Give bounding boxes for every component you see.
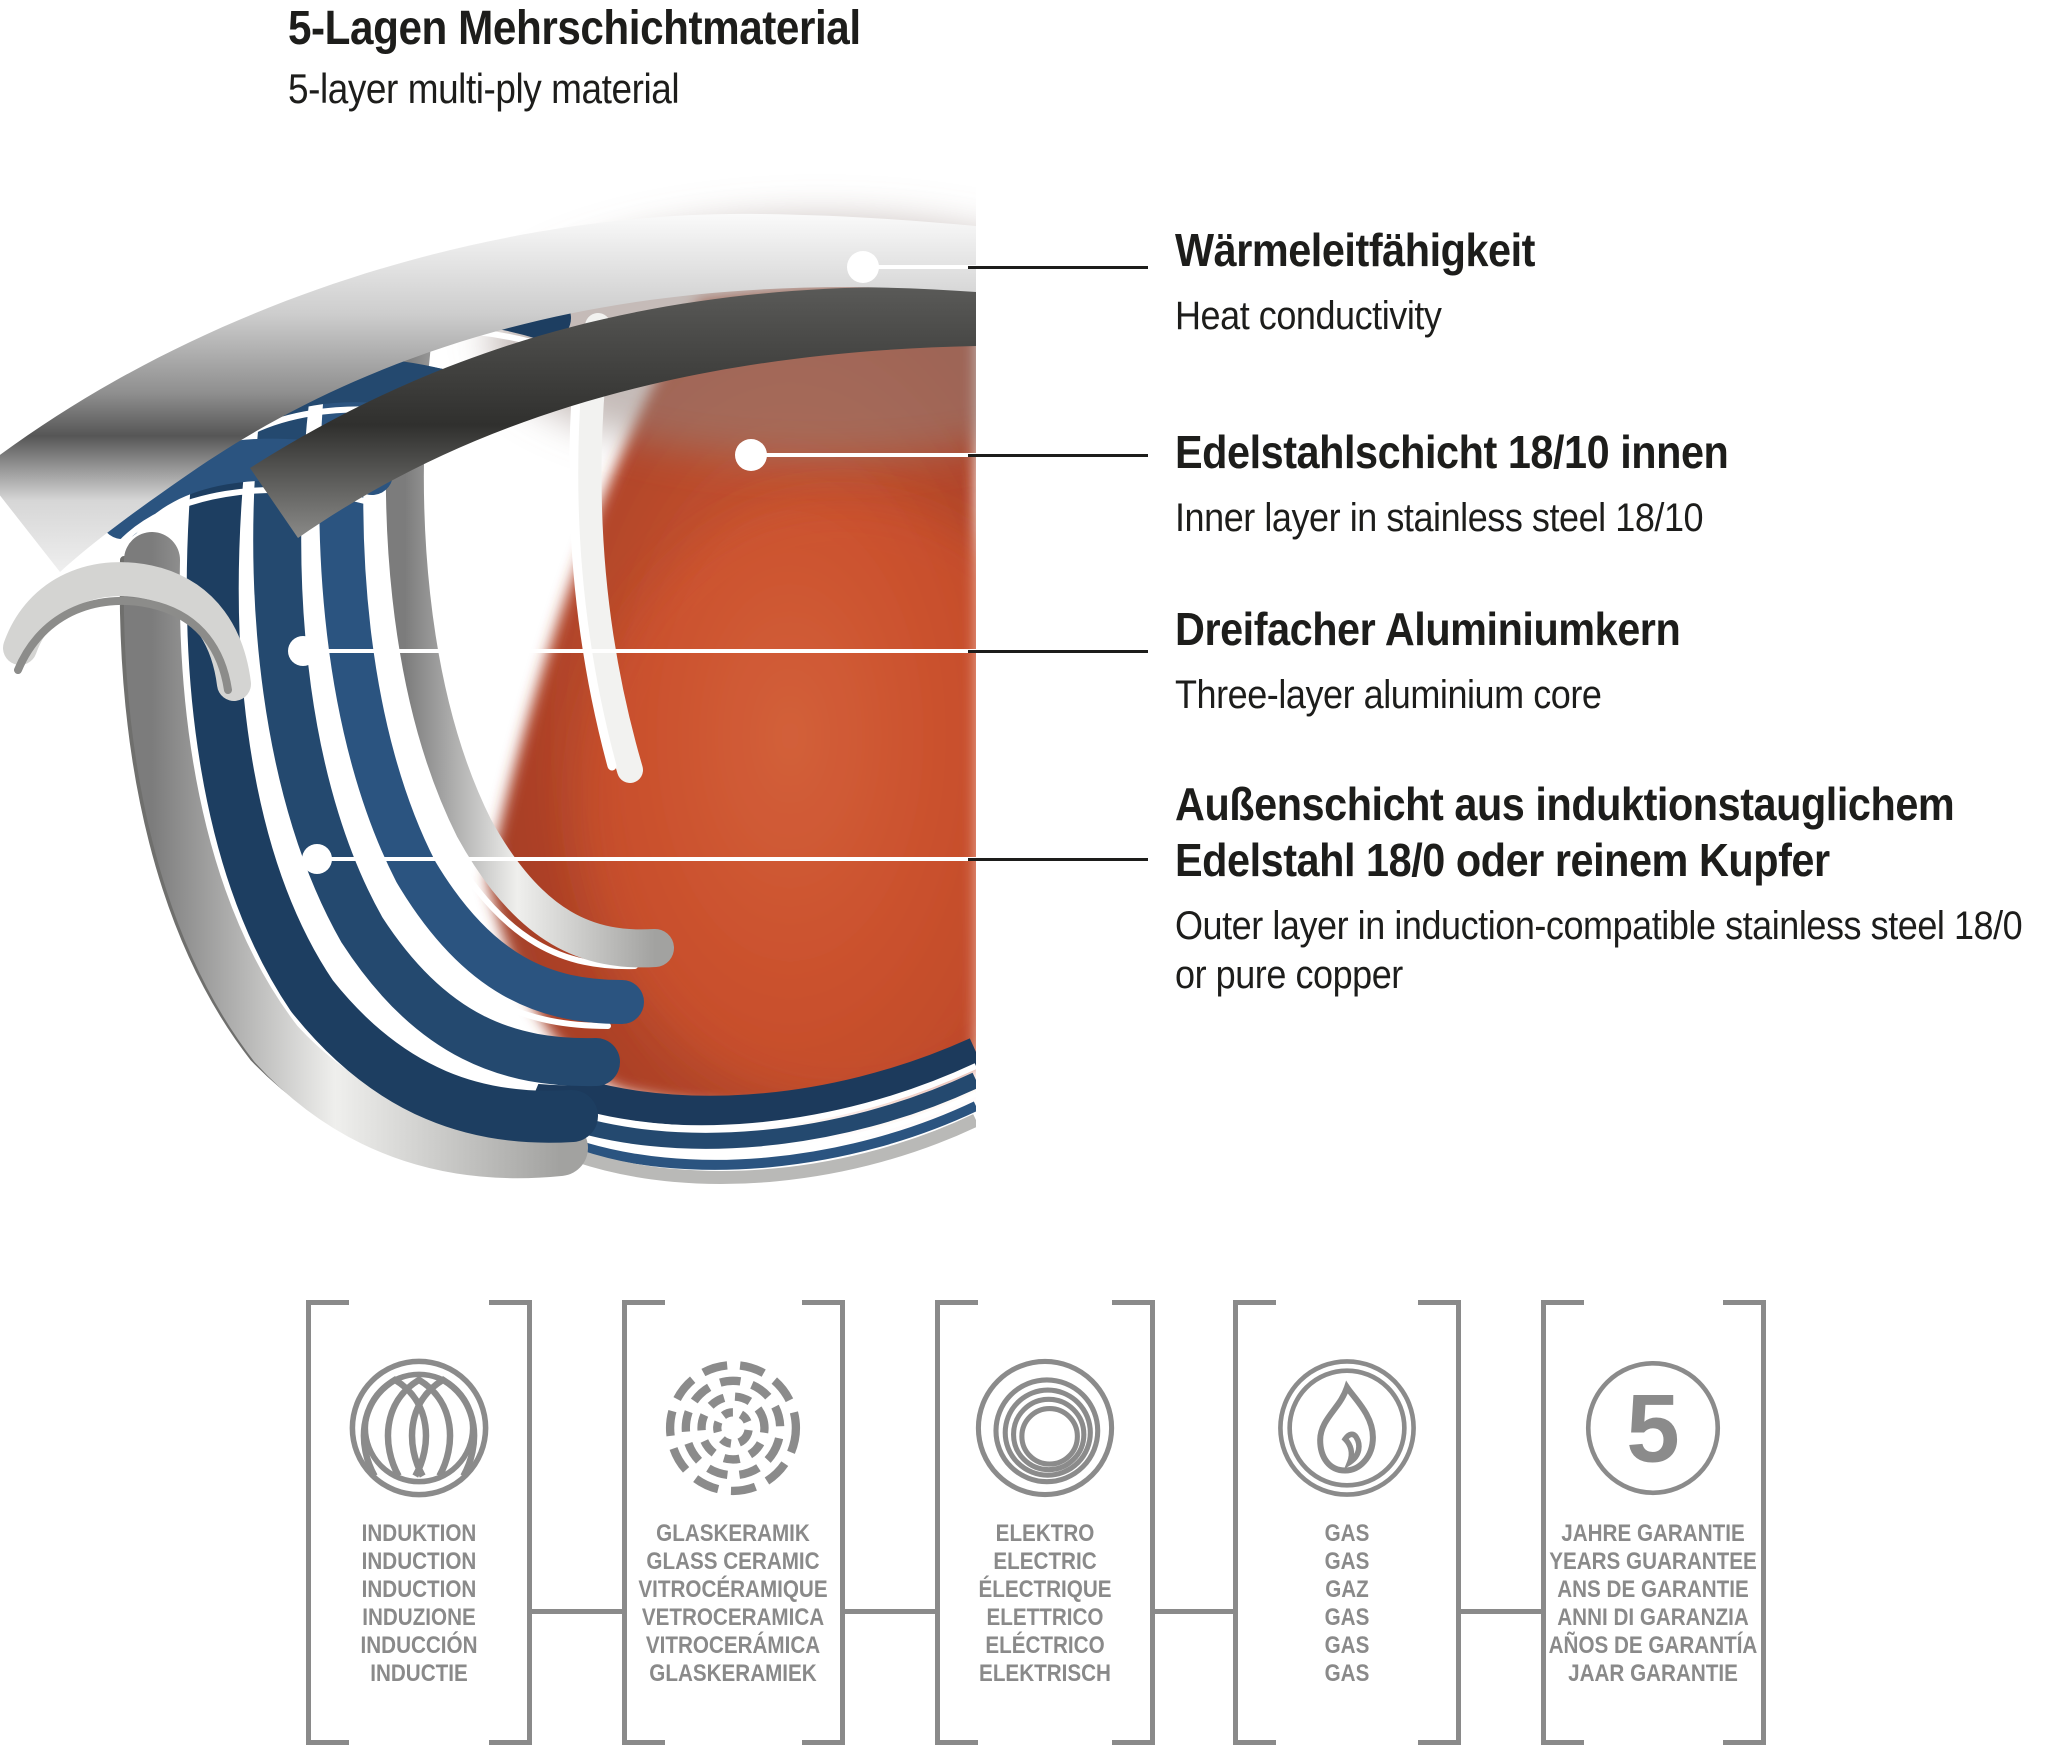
- hob-labels-electric: [933, 1520, 1157, 1688]
- hob-label: ANNI DI GARANZIA: [1557, 1604, 1749, 1631]
- callout-dot: [302, 844, 332, 874]
- callout-title-english: Heat conductivity: [1175, 294, 1442, 338]
- hob-label: YEARS GUARANTEE: [1549, 1548, 1757, 1575]
- page-title-german: 5-Lagen Mehrschichtmaterial: [288, 2, 861, 55]
- bracket-connector: [532, 1609, 622, 1614]
- callout-dot: [847, 251, 879, 283]
- electric-hotplate-icon: [971, 1354, 1119, 1502]
- gas-flame-icon: [1273, 1354, 1421, 1502]
- hob-labels-glass-ceramic: [621, 1520, 845, 1688]
- hob-label: GAS: [1324, 1548, 1370, 1575]
- hob-label: ELETTRICO: [986, 1604, 1104, 1631]
- hob-label: INDUCTIE: [370, 1660, 468, 1687]
- callout-line: [968, 266, 1148, 269]
- callout-title-english: Outer layer in induction-compatible stainless steel 18/0 or pure copper: [1175, 904, 2023, 997]
- bracket-connector: [1461, 1609, 1541, 1614]
- hob-label: GLASKERAMIK: [656, 1520, 810, 1547]
- hob-label: ELEKTRO: [995, 1520, 1095, 1547]
- callout-aluminium-core: [1175, 601, 1859, 720]
- hob-label: ELÉCTRICO: [985, 1632, 1105, 1659]
- hob-label: INDUCTION: [361, 1548, 477, 1575]
- hob-label: GAS: [1324, 1632, 1370, 1659]
- hob-label: INDUKTION: [361, 1520, 477, 1547]
- callout-inner-steel-layer: [1175, 424, 1859, 543]
- hob-label: JAHRE GARANTIE: [1561, 1520, 1745, 1547]
- hob-label: GLASKERAMIEK: [649, 1660, 817, 1687]
- callout-line: [968, 454, 1148, 457]
- hob-label: VITROCERÁMICA: [645, 1632, 821, 1659]
- hob-labels-guarantee: [1541, 1520, 1765, 1688]
- callout-title-german: Dreifacher Aluminiumkern: [1175, 603, 1681, 655]
- induction-coil-icon: [345, 1354, 493, 1502]
- callout-heat-conductivity: [1175, 222, 1805, 341]
- hob-labels-induction: [307, 1520, 531, 1688]
- hob-label: ÉLECTRIQUE: [978, 1576, 1112, 1603]
- hob-label: VITROCÉRAMIQUE: [638, 1576, 828, 1603]
- glass-ceramic-icon: [659, 1354, 807, 1502]
- callout-title-german: Außenschicht aus induktionstauglichem Edelstahl 18/0 oder reinem Kupfer: [1175, 778, 1955, 886]
- callout-title-english: Three-layer aluminium core: [1175, 673, 1602, 717]
- hob-label: GAZ: [1325, 1576, 1369, 1603]
- hob-label: ELECTRIC: [993, 1548, 1097, 1575]
- hob-label: GAS: [1324, 1604, 1370, 1631]
- callout-dot: [288, 636, 318, 666]
- hob-label: JAAR GARANTIE: [1568, 1660, 1738, 1687]
- bracket-connector: [845, 1609, 935, 1614]
- callout-title-english: Inner layer in stainless steel 18/10: [1175, 496, 1704, 540]
- hob-label: AÑOS DE GARANTÍA: [1548, 1632, 1758, 1659]
- hob-label: GAS: [1324, 1660, 1370, 1687]
- pot-cross-section-illustration: [0, 0, 976, 1280]
- bracket-connector: [1155, 1609, 1233, 1614]
- hob-label: INDUCCIÓN: [360, 1632, 478, 1659]
- page-title-english: 5-layer multi-ply material: [288, 65, 680, 112]
- five-year-guarantee-icon: [1579, 1354, 1727, 1502]
- hob-labels-gas: [1235, 1520, 1459, 1688]
- hob-label: INDUZIONE: [362, 1604, 476, 1631]
- callout-dot: [735, 439, 767, 471]
- hob-label: INDUCTION: [361, 1576, 477, 1603]
- callout-line: [968, 650, 1148, 653]
- callout-line: [968, 858, 1148, 861]
- hob-label: GLASS CERAMIC: [646, 1548, 820, 1575]
- hob-label: GAS: [1324, 1520, 1370, 1547]
- callout-title-german: Wärmeleitfähigkeit: [1175, 224, 1535, 276]
- hob-label: ANS DE GARANTIE: [1557, 1576, 1749, 1603]
- callout-title-german: Edelstahlschicht 18/10 innen: [1175, 426, 1729, 478]
- callout-outer-layer: [1175, 776, 2039, 1000]
- hob-label: VETROCERAMICA: [641, 1604, 825, 1631]
- hob-label: ELEKTRISCH: [979, 1660, 1111, 1687]
- guarantee-number: 5: [1626, 1375, 1680, 1483]
